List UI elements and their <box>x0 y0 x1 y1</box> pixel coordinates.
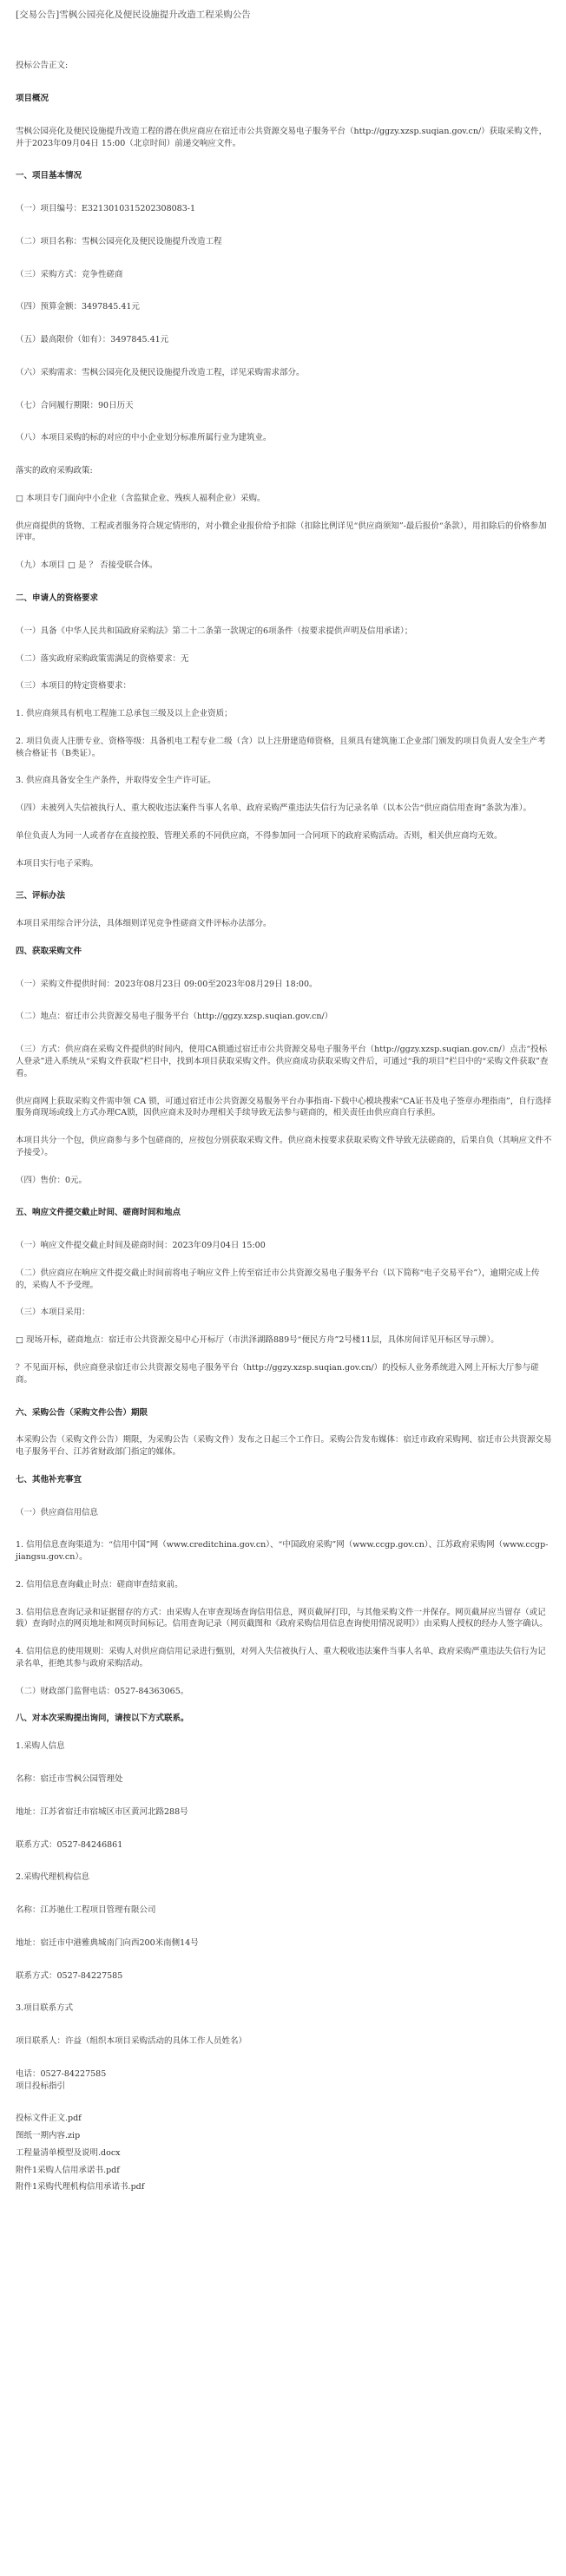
ca-lock-note: 供应商网上获取采购文件需申领 CA 锁，可通过宿迁市公共资源交易服务平台办事指南-下载中心模块搜索“CA证书及电子签章办理指南”，自行选择服务商现场或线上方式办理CA锁，因供应商未及时办理相关手续导致无法参与磋商的，相关责任由供应商自行承担。 <box>16 1096 552 1118</box>
credit-info-item: 1. 信用信息查询渠道为：“信用中国”网（www.creditchina.gov.cn）、“中国政府采购”网（www.ccgp.gov.cn）、江苏政府采购网（www.ccgp-jiangsu.gov.cn）。 <box>16 1540 549 1563</box>
purchaser-name: 名称：宿迁市雪枫公园管理处 <box>16 1773 123 1784</box>
attachment-link[interactable]: 附件1采购代理机构信用承诺书.pdf <box>16 2182 145 2193</box>
project-contact-phone: 电话：0527-84227585 <box>16 2068 107 2079</box>
purchaser-address: 地址：江苏省宿迁市宿城区市区黄河北路288号 <box>16 1806 188 1817</box>
deadline-time: （一）响应文件提交截止时间及磋商时间：2023年09月04日 15:00 <box>16 1241 266 1251</box>
notice-title: [交易公告]雪枫公园亮化及便民设施提升改造工程采购公告 <box>16 10 251 20</box>
policy-sme: □ 本项目专门面向中小企业（含监狱企业、残疾人福利企业）采购。 <box>16 493 266 503</box>
procurement-method: （三）采购方式：竞争性磋商 <box>16 269 123 279</box>
project-name: （二）项目名称：雪枫公园亮化及便民设施提升改造工程 <box>16 236 222 246</box>
purchaser-heading: 1.采购人信息 <box>16 1741 65 1752</box>
section-6-heading: 六、采购公告（采购文件公告）期限 <box>16 1407 148 1418</box>
document-time: （一）采购文件提供时间：2023年08月23日 09:00至2023年08月29日 18:00。 <box>16 979 318 989</box>
upload-note: （二）供应商应在响应文件提交截止时间前将电子响应文件上传至宿迁市公共资源交易电子服务平台（以下简称“电子交易平台”），逾期完成上传的，采购人不予受理。 <box>16 1268 540 1290</box>
policy-heading: 落实的政府采购政策: <box>16 466 93 476</box>
policy-discount: 供应商提供的货物、工程或者服务符合规定情形的，对小微企业报价给予扣除（扣除比例详见“供应商须知”-最后报价“条款），用扣除后的价格参加评审。 <box>16 521 547 543</box>
document-method: （三）方式：供应商在采购文件提供的时间内，使用CA锁通过宿迁市公共资源交易电子服务平台（http://ggzy.xzsp.suqian.gov.cn/）点击“投标人登录”进入系统从“采购文件获取”栏目中，找到本项目获取采购文件。供应商成功获取采购文件后，可通过“我的项目”栏目中的“采购文件获取”查看。 <box>16 1045 549 1078</box>
credit-info-heading: （一）供应商信用信息 <box>16 1507 99 1517</box>
qualification-item: 单位负责人为同一人或者存在直接控股、管理关系的不同供应商，不得参加同一合同项下的政府采购活动。否则，相关供应商均无效。 <box>16 830 503 841</box>
procurement-requirement: （六）采购需求：雪枫公园亮化及便民设施提升改造工程，详见采购需求部分。 <box>16 367 305 377</box>
agency-name: 名称：江苏驰仕工程项目管理有限公司 <box>16 1905 156 1916</box>
attachment-link[interactable]: 工程量清单模型及说明.docx <box>16 2147 121 2158</box>
credit-info-item: 4. 信用信息的使用规则：采购人对供应商信用记录进行甄别，对列入失信被执行人、重大税收违法案件当事人名单、政府采购严重违法失信行为记录名单，拒绝其参与政府采购活动。 <box>16 1647 546 1668</box>
qualification-item: （二）落实政府采购政策需满足的资格要求：无 <box>16 653 189 664</box>
opening-method-label: （三）本项目采用： <box>16 1308 90 1318</box>
budget-amount: （四）预算金额：3497845.41元 <box>16 302 140 312</box>
section-2-heading: 二、申请人的资格要求 <box>16 593 99 603</box>
section-8-heading: 八、对本次采购提出询问，请按以下方式联系。 <box>16 1714 189 1724</box>
attachment-link[interactable]: 附件1采购人信用承诺书.pdf <box>16 2165 120 2175</box>
section-5-heading: 五、响应文件提交截止时间、磋商时间和地点 <box>16 1208 181 1218</box>
notice-period-text: 本采购公告（采购文件公告）期限，为采购公告（采购文件）发布之日起三个工作日。采购公告发布媒体：宿迁市政府采购网、宿迁市公共资源交易电子服务平台、江苏省财政部门指定的媒体。 <box>16 1435 552 1458</box>
overview-heading: 项目概况 <box>16 93 49 103</box>
qualification-item: （一）具备《中华人民共和国政府采购法》第二十二条第一款规定的6项条件（按要求提供声明及信用承诺）； <box>16 626 413 636</box>
attachments-heading: 项目投标指引 <box>16 2081 66 2091</box>
qualification-item: （三）本项目的特定资格要求： <box>16 681 132 692</box>
evaluation-text: 本项目采用综合评分法，具体细则详见竞争性磋商文件评标办法部分。 <box>16 919 272 929</box>
agency-phone: 联系方式：0527-84227585 <box>16 1970 123 1981</box>
industry-classification: （八）本项目采购的标的对应的中小企业划分标准所属行业为建筑业。 <box>16 433 272 443</box>
onsite-opening: □ 现场开标，磋商地点：宿迁市公共资源交易中心开标厅（市洪泽湖路889号“便民方舟”2号楼11层，具体房间详见开标区导示牌）。 <box>16 1335 499 1346</box>
attachment-link[interactable]: 投标文件正文.pdf <box>16 2114 82 2124</box>
agency-heading: 2.采购代理机构信息 <box>16 1872 90 1883</box>
agency-address: 地址：宿迁市中港雅典城南门向西200米南侧14号 <box>16 1937 199 1948</box>
document-location: （二）地点：宿迁市公共资源交易电子服务平台（http://ggzy.xzsp.suqian.gov.cn/） <box>16 1012 333 1022</box>
document-price: （四）售价：0元。 <box>16 1175 88 1185</box>
purchaser-phone: 联系方式：0527-84246861 <box>16 1839 123 1850</box>
qualification-item: （四）未被列入失信被执行人、重大税收违法案件当事人名单、政府采购严重违法失信行为记录名单（以本公告“供应商信用查询”条款为准）。 <box>16 803 531 814</box>
section-7-heading: 七、其他补充事宜 <box>16 1474 82 1485</box>
intro-label: 投标公告正文: <box>16 61 69 71</box>
qualification-item: 2. 项目负责人注册专业、资格等级：具备机电工程专业二级（含）以上注册建造师资格，且须具有建筑施工企业部门颁发的项目负责人安全生产考核合格证书（B类证）。 <box>16 736 546 758</box>
qualification-item: 3. 供应商具备安全生产条件，并取得安全生产许可证。 <box>16 776 216 786</box>
attachment-list <box>16 2113 554 2193</box>
attachment-link[interactable]: 图纸一期内容.zip <box>16 2131 81 2141</box>
policy-consortium: （九）本项目 □ 是 ？ 否接受联合体。 <box>16 560 158 571</box>
section-3-heading: 三、评标办法 <box>16 891 66 901</box>
project-contact-heading: 3.项目联系方式 <box>16 2003 74 2014</box>
qualification-item: 本项目实行电子采购。 <box>16 858 99 868</box>
overview-text: 雪枫公园亮化及便民设施提升改造工程的潜在供应商应在宿迁市公共资源交易电子服务平台（http://ggzy.xzsp.suqian.gov.cn/）获取采购文件，并于2023年09月04日 15:00（北京时间）前递交响应文件。 <box>16 126 548 148</box>
remote-opening: ？不见面开标，供应商登录宿迁市公共资源交易电子服务平台（http://ggzy.xzsp.suqian.gov.cn/）的投标人业务系统进入网上开标大厅参与磋商。 <box>16 1362 539 1385</box>
credit-info-item: 2. 信用信息查询截止时点：磋商审查结束前。 <box>16 1579 183 1590</box>
section-1-heading: 一、项目基本情况 <box>16 171 82 181</box>
project-contact-person: 项目联系人：许益（组织本项目采购活动的具体工作人员姓名） <box>16 2036 247 2047</box>
qualification-item: 1. 供应商须具有机电工程施工总承包三级及以上企业资质； <box>16 709 233 719</box>
project-number: （一）项目编号：E3213010315202308083-1 <box>16 204 196 214</box>
section-4-heading: 四、获取采购文件 <box>16 946 82 956</box>
package-note: 本项目共分一个包，供应商参与多个包磋商的，应按包分别获取采购文件。供应商未按要求获取采购文件导致无法磋商的，后果自负（其响应文件不予接受）。 <box>16 1136 552 1157</box>
max-price: （五）最高限价（如有）：3497845.41元 <box>16 335 169 345</box>
credit-info-item: 3. 信用信息查询记录和证据留存的方式：由采购人在审查现场查询信用信息，网页截屏打印，与其他采购文件一并保存。网页截屏应当留存（或记载）查询时点的网页地址和网页时间标记。信用查询记录（网页截图和《政府采购信用信息查询使用情况说明》）由采购人授权的经办人签字确认。 <box>16 1607 548 1629</box>
supervision-phone: （二）财政部门监督电话：0527-84363065。 <box>16 1686 189 1696</box>
contract-period: （七）合同履行期限：90日历天 <box>16 400 134 410</box>
